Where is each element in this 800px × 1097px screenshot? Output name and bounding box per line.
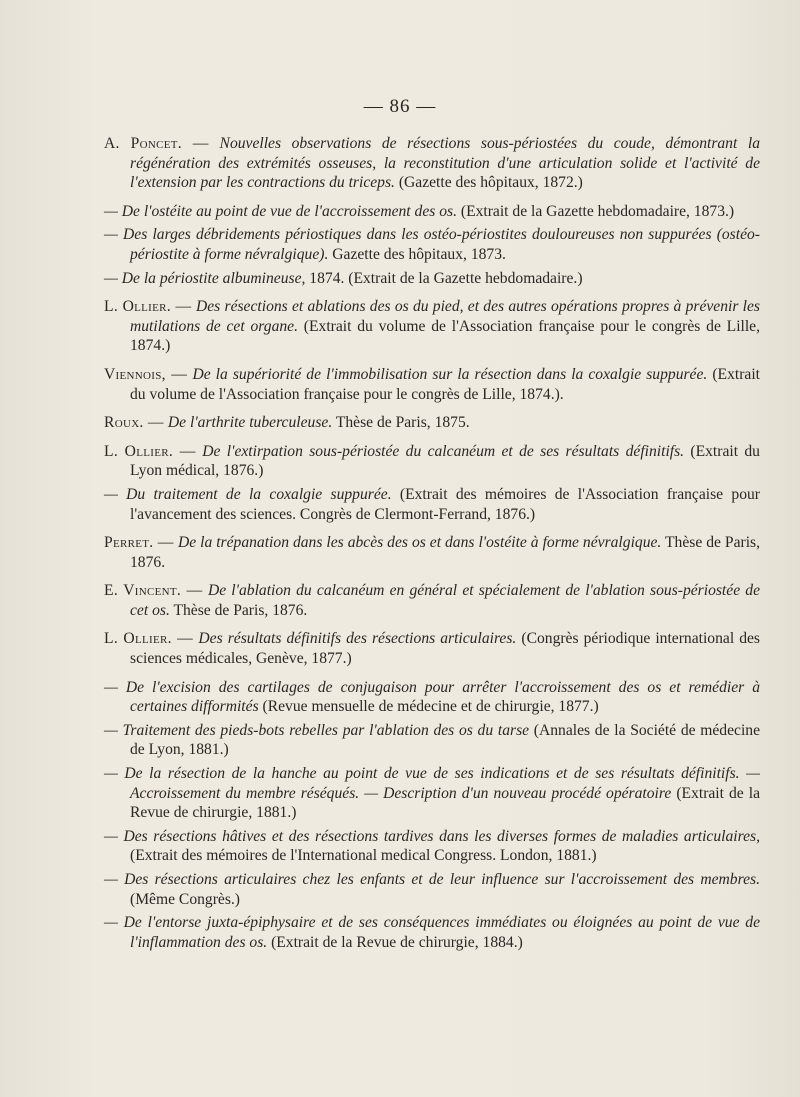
entry-title: — Du traitement de la coxalgie suppurée.: [104, 485, 392, 503]
bibliography-entry: [104, 870, 760, 909]
entry-source: (Extrait des mémoires de l'International medical Congress. London, 1881.): [130, 847, 597, 865]
entry-source: (Même Congrès.): [130, 890, 240, 908]
entry-source: (Revue mensuelle de médecine et de chirurgie, 1877.): [258, 698, 599, 716]
bibliography-entry: [104, 721, 760, 760]
bibliography-entry: [104, 533, 760, 572]
entry-title: Des résultats définitifs des résections articulaires.: [198, 630, 517, 648]
entry-title: — Traitement des pieds-bots rebelles par l'ablation des os du tarse: [104, 721, 530, 739]
entry-source: Thèse de Paris, 1876.: [130, 534, 760, 571]
entry-title: De l'extirpation sous-périostée du calcanéum et de ses résultats définitifs.: [202, 442, 685, 460]
entry-title: — Des larges débridements périostiques dans les ostéo-périostites douloureuses non suppurées (ostéo-périostite à forme névralgique).: [104, 226, 760, 263]
bibliography-entry: [104, 225, 760, 264]
entry-title: Des résections et ablations des os du pied, et des autres opérations propres à prévenir les mutilations de cet organe.: [130, 298, 760, 335]
bibliography-entry: [104, 269, 760, 289]
entry-author: A. Poncet. —: [104, 135, 220, 152]
entry-title: De l'ablation du calcanéum en général et spécialement de l'ablation sous-périostée de cet os.: [130, 582, 761, 619]
entry-source: (Annales de la Société de médecine de Lyon, 1881.): [130, 721, 761, 759]
entry-source: (Extrait des mémoires de l'Association française pour l'avancement des sciences. Congrès de Clermont-Ferrand, 1876.): [130, 485, 760, 523]
entry-title: De la trépanation dans les abcès des os et dans l'ostéite à forme névralgique.: [177, 534, 662, 552]
entry-author: L. Ollier. —: [104, 442, 203, 460]
bibliography-entry: [104, 827, 760, 866]
bibliography-entry: [104, 764, 760, 823]
entry-source: (Extrait de la Revue de chirurgie, 1884.): [267, 933, 523, 951]
bibliography-entry: [104, 678, 760, 717]
bibliography-list: [104, 134, 760, 952]
entry-author: Perret. —: [104, 534, 178, 552]
entry-source: 1874. (Extrait de la Gazette hebdomadaire.): [305, 269, 583, 287]
entry-title: — De l'ostéite au point de vue de l'accroissement des os.: [104, 202, 457, 220]
entry-title: — Des résections hâtives et des résections tardives dans les diverses formes de maladies articulaires,: [104, 827, 760, 845]
entry-author: E. Vincent. —: [104, 582, 208, 600]
bibliography-entry: [104, 913, 760, 952]
entry-title: — De l'entorse juxta-épiphysaire et de ses conséquences immédiates ou éloignées au point de vue de l'inflammation des os.: [104, 914, 760, 951]
entry-title: De l'arthrite tuberculeuse.: [167, 414, 333, 432]
page-number: — 86 —: [363, 96, 437, 117]
entry-source: (Extrait du volume de l'Association française pour le congrès de Lille, 1874.).: [130, 365, 760, 403]
entry-author: Viennois, —: [104, 365, 193, 383]
bibliography-entry: [104, 413, 760, 433]
entry-source: (Congrès périodique international des sciences médicales, Genève, 1877.): [130, 630, 760, 668]
entry-title: De la supériorité de l'immobilisation sur la résection dans la coxalgie suppurée.: [192, 365, 708, 383]
entry-author: L. Ollier. —: [104, 298, 196, 316]
entry-source: Thèse de Paris, 1876.: [169, 601, 308, 619]
bibliography-entry: [104, 297, 760, 356]
bibliography-entry: [104, 134, 760, 193]
entry-author: L. Ollier. —: [104, 630, 199, 648]
entry-title: — Des résections articulaires chez les enfants et de leur influence sur l'accroissement des membres.: [104, 871, 760, 888]
entry-title: Nouvelles observations de résections sous-périostées du coude, démontrant la régénération des extrémités osseuses, la reconstitution d'une articulation solide et l'activité de l'extension par les contractions du triceps.: [130, 135, 760, 192]
bibliography-entry: [104, 581, 760, 620]
entry-source: (Extrait de la Revue de chirurgie, 1881.): [130, 784, 761, 822]
entry-source: (Extrait de la Gazette hebdomadaire, 1873.): [456, 202, 735, 220]
entry-author: Roux. —: [104, 414, 168, 432]
entry-source: Thèse de Paris, 1875.: [332, 414, 470, 432]
bibliography-entry: [104, 202, 760, 222]
bibliography-entry: [104, 365, 760, 404]
entry-source: (Extrait du volume de l'Association française pour le congrès de Lille, 1874.): [130, 317, 761, 355]
entry-title: — De la résection de la hanche au point de vue de ses indications et de ses résultats définitifs. — Accroissement du membre réséqués. — Description d'un nouveau procédé opératoire: [104, 765, 760, 802]
bibliography-entry: [104, 629, 760, 668]
entry-title: — De la périostite albumineuse,: [104, 269, 306, 287]
entry-title: — De l'excision des cartilages de conjugaison pour arrêter l'accroissement des os et remédier à certaines difformités: [104, 678, 760, 716]
entry-source: (Gazette des hôpitaux, 1872.): [394, 174, 583, 192]
entry-source: Gazette des hôpitaux, 1873.: [328, 245, 506, 263]
bibliography-entry: [104, 485, 760, 524]
bibliography-entry: [104, 442, 760, 481]
entry-source: (Extrait du Lyon médical, 1876.): [130, 442, 760, 480]
